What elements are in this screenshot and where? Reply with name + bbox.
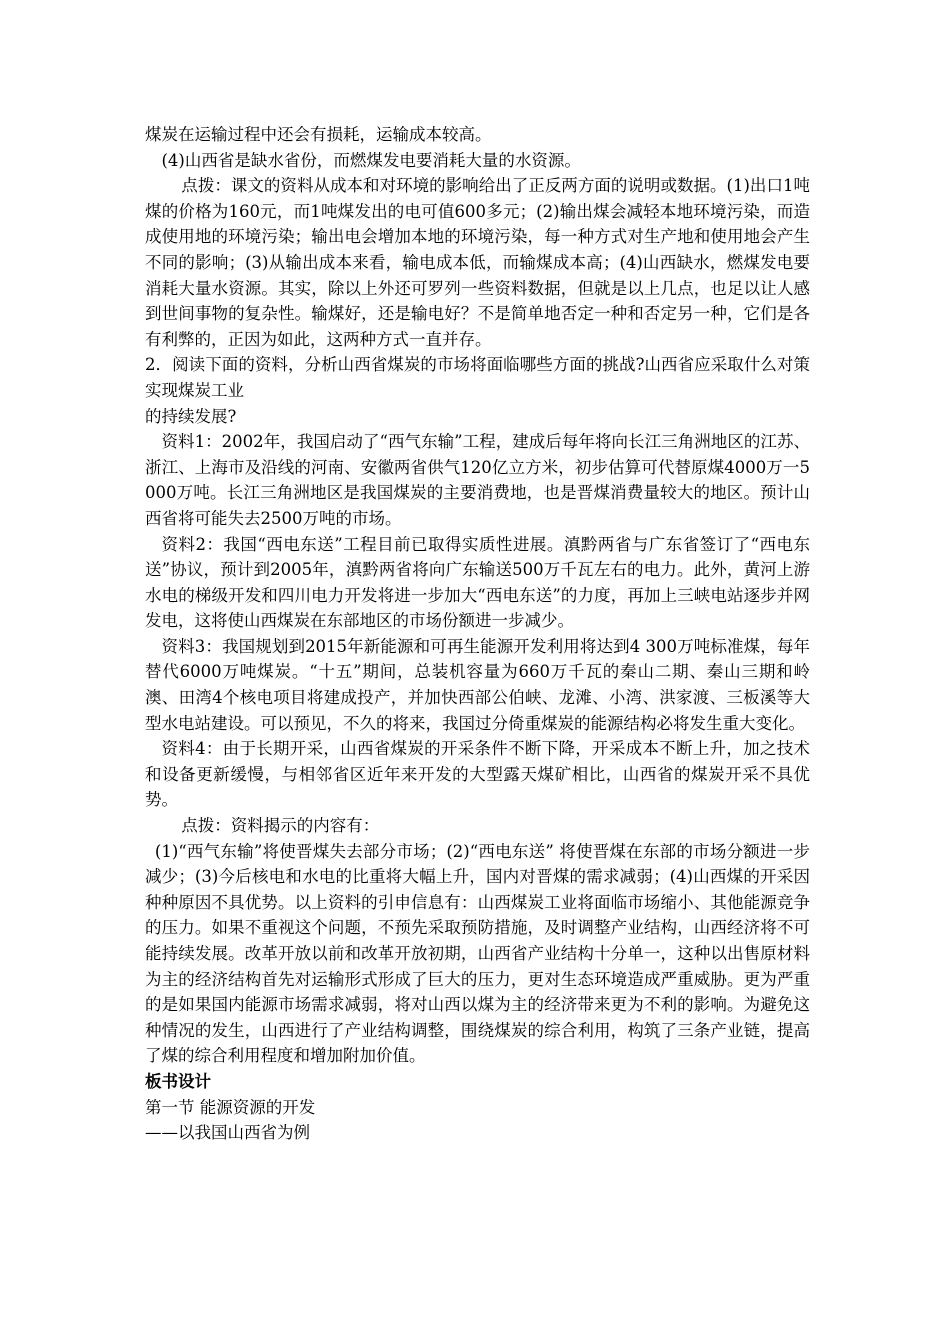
material-2: 资料2：我国“西电东送”工程目前已取得实质性进展。滇黔两省与广东省签订了“西电东送”协议，预计到2005年，滇黔两省将向广东输送500万千瓦左右的电力。此外，黄河上游水电的梯级开发和四川电力开发将进一步加大“西电东送”的力度，再加上三峡电站逐步并网发电，这将使山西煤炭在东部地区的市场份额进一步减少。 — [145, 534, 810, 631]
question-2: 2．阅读下面的资料，分析山西省煤炭的市场将面临哪些方面的挑战?山西省应采取什么对策实现煤炭工业 — [145, 355, 810, 400]
paragraph-coal-transport-loss: 煤炭在运输过程中还会有损耗，运输成本较高。 — [145, 125, 492, 144]
hint-materials-heading: 点拨：资料揭示的内容有： — [181, 816, 380, 836]
material-3: 资料3：我国规划到2015年新能源和可再生能源开发利用将达到4 300万吨标准煤，每年替代6000万吨煤炭。“十五”期间，总装机容量为660万千瓦的秦山二期、秦山三期和岭澳、田湾4个核电项目将建成投产，并加快西部公伯峡、龙滩、小湾、洪家渡、三板溪等大型水电站建设。可以预见，不久的将来，我国过分倚重煤炭的能源结构必将发生重大变化。 — [145, 636, 810, 733]
question-2-continued: 的持续发展? — [145, 406, 237, 426]
hint-materials-analysis: (1)“西气东输”将使晋煤失去部分市场；(2)“西电东送” 将使晋煤在东部的市场分额进一步减少；(3)今后核电和水电的比重将大幅上升，国内对晋煤的需求减弱；(4)山西煤的开采因种种原因不具优势。以上资料的引申信息有：山西煤炭工业将面临市场缩小、其他能源竞争的压力。如果不重视这个问题，不预先采取预防措施，及时调整产业结构，山西经济将不可能持续发展。改革开放以前和改革开放初期，山西省产业结构十分单一，这种以出售原材料为主的经济结构首先对运输形式形成了巨大的压力，更对生态环境造成严重威胁。更为严重的是如果国内能源市场需求减弱，将对山西以煤为主的经济带来更为不利的影响。为避免这种情况的发生，山西进行了产业结构调整，围绕煤炭的综合利用，构筑了三条产业链，提高了煤的综合利用程度和增加附加价值。 — [145, 841, 810, 1066]
material-1: 资料1：2002年，我国启动了“西气东输”工程，建成后每年将向长江三角洲地区的江苏、浙江、上海市及沿线的河南、安徽两省供气120亿立方米，初步估算可代替原煤4000万一5000万吨。长江三角洲地区是我国煤炭的主要消费地，也是晋煤消费量较大的地区。预计山西省将可能失去2500万吨的市场。 — [145, 432, 810, 528]
board-design-title: 第一节 能源资源的开发 — [145, 1097, 316, 1117]
board-design-subtitle: ——以我国山西省为例 — [145, 1123, 310, 1143]
paragraph-shanxi-water-shortage: (4)山西省是缺水省份，而燃煤发电要消耗大量的水资源。 — [161, 150, 581, 170]
document-page — [145, 122, 810, 1146]
board-design-heading: 板书设计 — [145, 1071, 211, 1091]
material-4: 资料4：由于长期开采，山西省煤炭的开采条件不断下降，开采成本不断上升，加之技术和设备更新缓慢，与相邻省区近年来开发的大型露天煤矿相比，山西省的煤炭开采不具优势。 — [145, 739, 810, 810]
paragraph-hint-coal-vs-power: 点拨：课文的资料从成本和对环境的影响给出了正反两方面的说明或数据。(1)出口1吨煤的价格为160元，而1吨煤发出的电可值600多元；(2)输出煤会减轻本地环境污染，而造成使用地的环境污染；输出电会增加本地的环境污染，每一种方式对生产地和使用地会产生不同的影响；(3)从输出成本来看，输电成本低，而输煤成本高；(4)山西缺水，燃煤发电要消耗大量水资源。其实，除以上外还可罗列一些资料数据，但就是以上几点，也足以让人感到世间事物的复杂性。输煤好，还是输电好？不是简单地否定一种和否定另一种，它们是各有利弊的，正因为如此，这两种方式一直并存。 — [145, 176, 810, 349]
